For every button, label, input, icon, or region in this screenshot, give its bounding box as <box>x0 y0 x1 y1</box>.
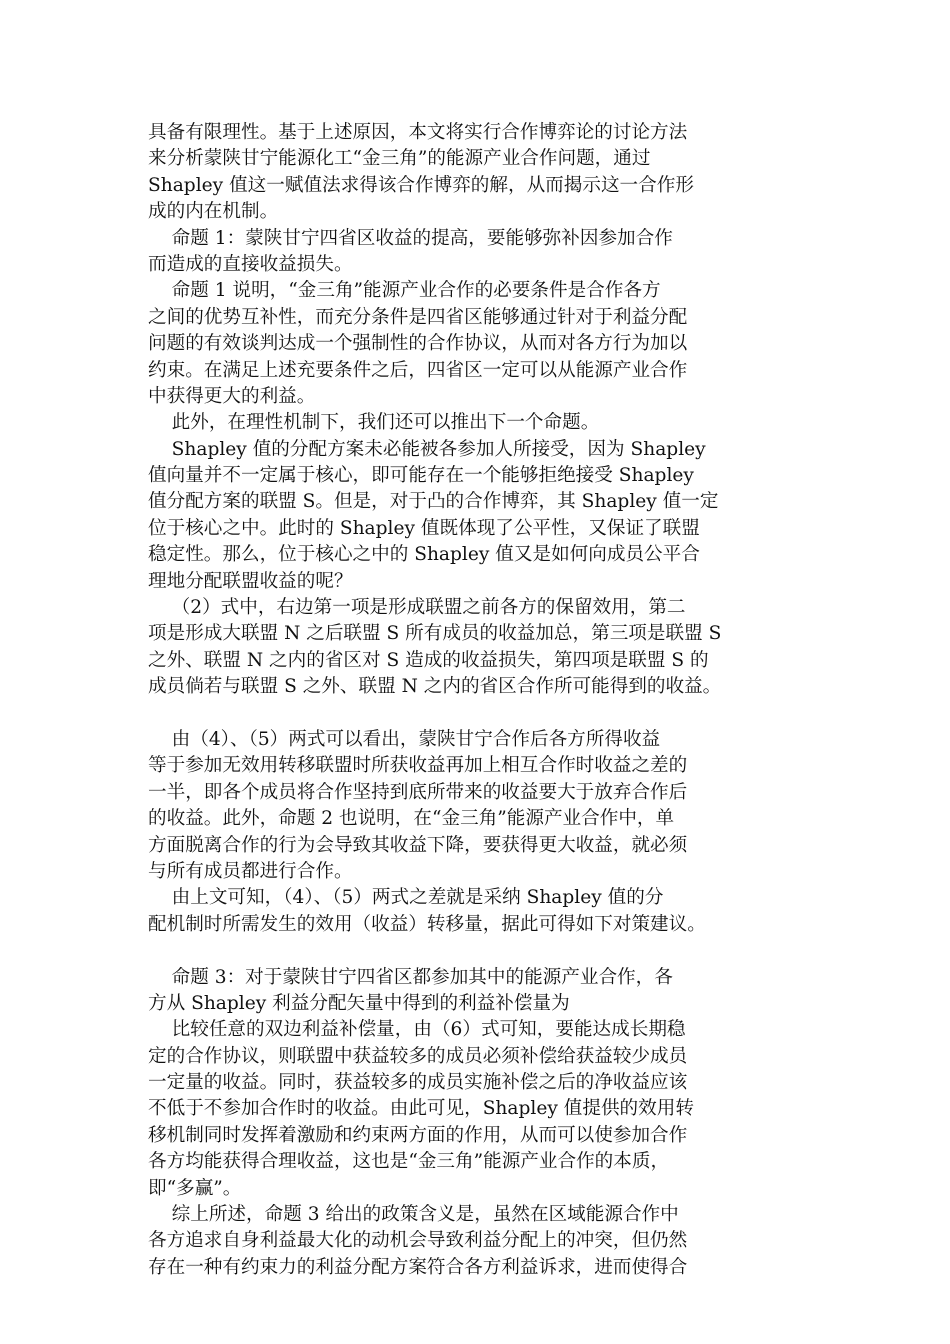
text-line: 一定量的收益。同时，获益较多的成员实施补偿之后的净收益应该 <box>148 1072 688 1094</box>
text-line: 项是形成大联盟 N 之后联盟 S 所有成员的收益加总，第三项是联盟 S <box>148 623 722 645</box>
paragraph <box>148 120 808 226</box>
text-line: 方从 Shapley 利益分配矢量中得到的利益补偿量为 <box>148 992 570 1014</box>
text-line: 值分配方案的联盟 S。但是，对于凸的合作博弈，其 Shapley 值一定 <box>148 491 719 513</box>
text-line: 之间的优势互补性，而充分条件是四省区能够通过针对于利益分配 <box>148 306 688 328</box>
text-line: 位于核心之中。此时的 Shapley 值既体现了公平性，又保证了联盟 <box>148 517 700 539</box>
paragraph-gap <box>148 938 808 964</box>
paragraph <box>148 1202 808 1281</box>
text-line: 理地分配联盟收益的呢？ <box>148 570 353 592</box>
paragraph <box>148 437 808 595</box>
text-line: 等于参加无效用转移联盟时所获收益再加上相互合作时收益之差的 <box>148 755 688 777</box>
text-line: 而造成的直接收益损失。 <box>148 253 353 275</box>
text-line: 存在一种有约束力的利益分配方案符合各方利益诉求，进而使得合 <box>148 1256 688 1278</box>
text-line: 具备有限理性。基于上述原因，本文将实行合作博弈论的讨论方法 <box>148 122 688 143</box>
text-line: 不低于不参加合作时的收益。由此可见，Shapley 值提供的效用转 <box>148 1098 694 1120</box>
paragraph <box>148 1017 808 1202</box>
document-body <box>148 120 808 1281</box>
paragraph <box>148 226 808 279</box>
paragraph-gap <box>148 701 808 727</box>
text-line: 成的内在机制。 <box>148 201 279 223</box>
text-line: 由上文可知，（4）、（5）两式之差就是采纳 Shapley 值的分 <box>148 887 664 909</box>
paragraph <box>148 965 808 1018</box>
text-line: 的收益。此外，命题 2 也说明，在“金三角”能源产业合作中，单 <box>148 808 675 830</box>
text-line: Shapley 值这一赋值法求得该合作博弈的解，从而揭示这一合作形 <box>148 174 694 196</box>
text-line: 成员倘若与联盟 S 之外、联盟 N 之内的省区合作所可能得到的收益。 <box>148 676 722 698</box>
text-line: 一半，即各个成员将合作坚持到底所带来的收益要大于放弃合作后 <box>148 781 688 803</box>
text-line: 命题 1 说明，“金三角”能源产业合作的必要条件是合作各方 <box>148 280 661 302</box>
paragraph <box>148 885 808 938</box>
text-line: 综上所述，命题 3 给出的政策含义是，虽然在区域能源合作中 <box>148 1204 679 1226</box>
text-line: 此外，在理性机制下，我们还可以推出下一个命题。 <box>148 412 600 434</box>
text-line: 比较任意的双边利益补偿量，由（6）式可知，要能达成长期稳 <box>148 1019 686 1041</box>
text-line: 之外、联盟 N 之内的省区对 S 造成的收益损失，第四项是联盟 S 的 <box>148 649 709 671</box>
text-line: 稳定性。那么，位于核心之中的 Shapley 值又是如何向成员公平合 <box>148 544 700 566</box>
text-line: 中获得更大的利益。 <box>148 385 316 407</box>
text-line: 各方均能获得合理收益，这也是“金三角”能源产业合作的本质， <box>148 1151 670 1173</box>
text-line: 问题的有效谈判达成一个强制性的合作协议，从而对各方行为加以 <box>148 333 688 355</box>
text-line: 定的合作协议，则联盟中获益较多的成员必须补偿给获益较少成员 <box>148 1045 688 1067</box>
text-line: 与所有成员都进行合作。 <box>148 860 353 882</box>
text-line: 方面脱离合作的行为会导致其收益下降，要获得更大收益，就必须 <box>148 834 688 856</box>
text-line: 移机制同时发挥着激励和约束两方面的作用，从而可以使参加合作 <box>148 1124 688 1146</box>
text-line: 配机制时所需发生的效用（收益）转移量，据此可得如下对策建议。 <box>148 913 706 935</box>
text-line: 命题 3：对于蒙陕甘宁四省区都参加其中的能源产业合作，各 <box>148 966 673 988</box>
text-line: 命题 1：蒙陕甘宁四省区收益的提高，要能够弥补因参加合作 <box>148 227 673 249</box>
text-line: 各方追求自身利益最大化的动机会导致利益分配上的冲突，但仍然 <box>148 1230 688 1252</box>
text-line: 即“多赢”。 <box>148 1177 242 1199</box>
text-line: 值向量并不一定属于核心，即可能存在一个能够拒绝接受 Shapley <box>148 465 694 487</box>
text-line: （2）式中，右边第一项是形成联盟之前各方的保留效用，第二 <box>148 597 686 619</box>
paragraph <box>148 595 808 701</box>
text-line: Shapley 值的分配方案未必能被各参加人所接受，因为 Shapley <box>148 438 706 460</box>
paragraph <box>148 410 808 436</box>
paragraph <box>148 727 808 885</box>
text-line: 来分析蒙陕甘宁能源化工“金三角”的能源产业合作问题，通过 <box>148 148 651 170</box>
paragraph <box>148 278 808 410</box>
text-line: 约束。在满足上述充要条件之后，四省区一定可以从能源产业合作 <box>148 359 688 381</box>
text-line: 由（4）、（5）两式可以看出，蒙陕甘宁合作后各方所得收益 <box>148 728 661 750</box>
